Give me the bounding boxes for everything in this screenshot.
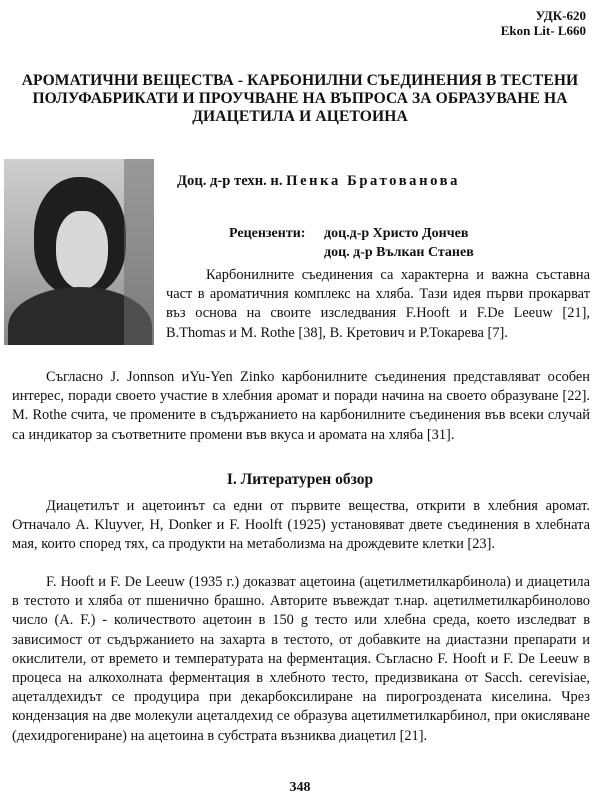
reviewers-block [229, 224, 474, 262]
intro-paragraph-1: Карбонилните съединения са характерна и важна съставна част в ароматичния комплекс на хляба. Тази идея първи прокарват въз основа на своите изследвания F.Hooft и F.De Leeuw [21], B.Thomas и M. Rothe [38], В. Кретович и Р.Токарева [7]. [166, 267, 590, 341]
author-name: Пенка Братованова [286, 173, 460, 189]
reviewer-2: доц. д-р Вълкан Станев [324, 245, 474, 260]
ekon-code: Ekon Lit- L660 [500, 23, 586, 38]
reviewer-1: доц.д-р Христо Дончев [324, 226, 469, 241]
review-paragraph-1: Диацетилът и ацетоинът са едни от първите вещества, открити в хлебния аромат. Отначало A. Kluyver, H, Donker и F. Hoolft (1925) установяват двете съединения в хлебната мая, които според тях, са продукти на метаболизма на дрождевите клетки [23]. [12, 498, 590, 553]
section-heading: I. Литературен обзор [226, 471, 374, 488]
reviewers-label: Рецензенти: [229, 226, 306, 241]
review-paragraph-2: F. Hooft и F. De Leeuw (1935 г.) доказват ацетоина (ацетилметилкарбинола) и диацетила в тестото и хляба от пшенично брашно. Авторите въвеждат т.нар. ацетилметилкарбинолово число (А. F.) - количеството ацетоин в 150 g тесто или хлебна среда, което изследват в зависимост от съдържанието на захарта в тестото, от добавките на диастазни препарати и окислители, от времето и температурата на ферментация. Съгласно F. Hooft и F. De Leeuw в процеса на алкохолната ферментация в хлебното тесто, предизвикана от Sacch. cerevisiae, ацеталдехидът се продуцира при декарбоксилиране на пирогроздената киселина. Чрез кондензация на две молекули ацеталдехид се образува ацетилметилкарбинол, при окисляване (дехидрогениране) на ацетоина в субстрата възниква диацетил [21]. [12, 574, 590, 744]
page-number: 348 [289, 780, 311, 795]
author-line [177, 173, 460, 190]
intro-paragraph-2: Съгласно J. Jonnson иYu-Yen Zinko карбонилните съединения представляват особен интерес, поради своето участие в хлебния аромат и поради начина на своето образуване [22]. M. Rothe счита, че промените в съдържанието на карбонилните съединения във всеки случай са индикатор за съответните промени във вкуса и аромата на хляба [31]. [12, 369, 590, 443]
udk-code: УДК-620 [535, 8, 586, 23]
author-photo [4, 159, 154, 345]
classification-codes [501, 8, 586, 38]
author-prefix: Доц. д-р техн. н. [177, 173, 283, 189]
article-title: АРОМАТИЧНИ ВЕЩЕСТВА - КАРБОНИЛНИ СЪЕДИНЕНИЯ В ТЕСТЕНИ ПОЛУФАБРИКАТИ И ПРОУЧВАНЕ НА ВЪПРОСА ЗА ОБРАЗУВАНЕ НА ДИАЦЕТИЛА И АЦЕТОИНА [21, 72, 579, 125]
